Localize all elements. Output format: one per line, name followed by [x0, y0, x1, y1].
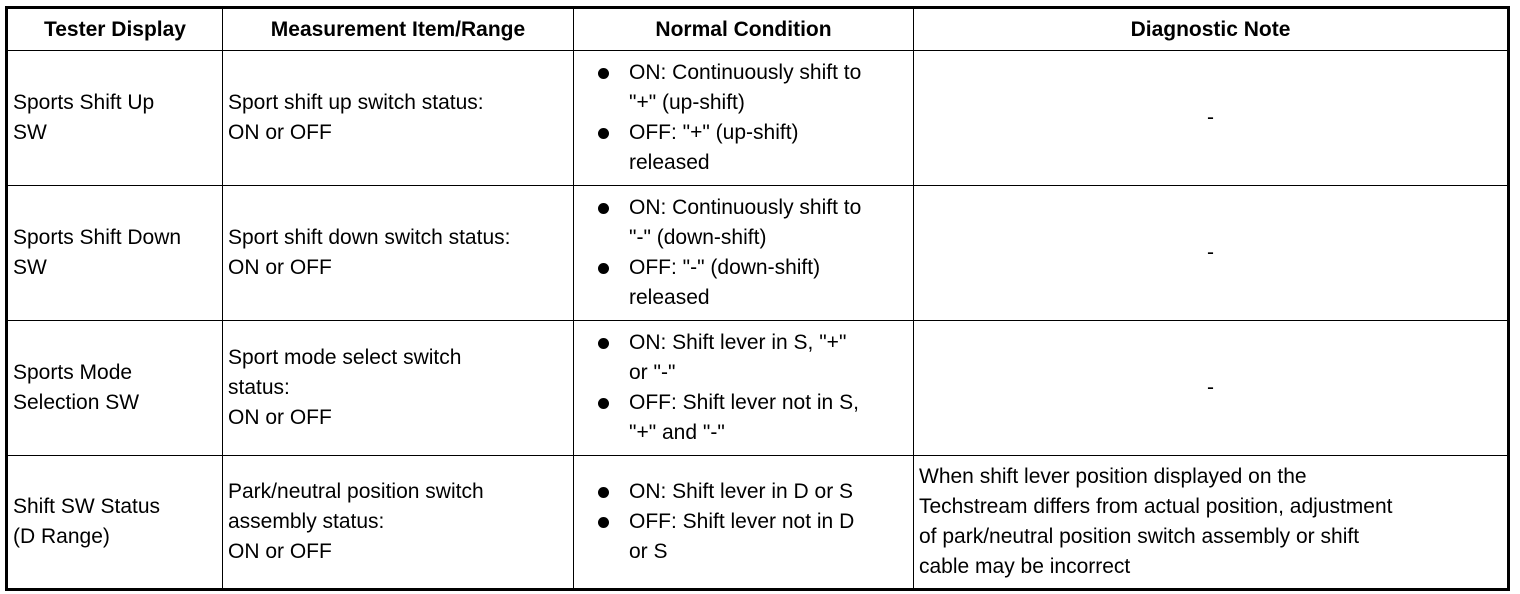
cell-text-line: (D Range) [13, 525, 110, 548]
table-row [7, 456, 1509, 590]
condition-item [598, 193, 913, 253]
diagnostic-note-cell [914, 186, 1509, 321]
tester-display-cell [7, 321, 223, 456]
cell-text-line: ON: Shift lever in D or S [629, 480, 854, 503]
diagnostic-note-cell [914, 456, 1509, 590]
header-diagnostic-note: Diagnostic Note [914, 8, 1509, 51]
cell-text-line: Sports Shift Down [13, 226, 182, 249]
condition-item [598, 328, 913, 388]
cell-text-line: - [1207, 376, 1214, 399]
cell-text-line: SW [13, 256, 47, 279]
table-header-row [7, 8, 1509, 51]
condition-item [598, 118, 913, 178]
cell-text-line: Selection SW [13, 391, 140, 414]
condition-item [598, 253, 913, 313]
cell-text-line: ON: Shift lever in S, "+" [629, 331, 847, 354]
condition-list [598, 328, 913, 448]
diagnostic-note-cell [914, 51, 1509, 186]
table-row [7, 186, 1509, 321]
normal-condition-cell [574, 186, 914, 321]
cell-text-line: Techstream differs from actual position, adjustment [919, 495, 1393, 518]
cell-text-line: cable may be incorrect [919, 555, 1131, 578]
measurement-cell [223, 51, 574, 186]
cell-text-line: ON: Continuously shift to [629, 196, 862, 219]
cell-text-line: SW [13, 121, 47, 144]
cell-text-line: When shift lever position displayed on the [919, 465, 1307, 488]
cell-text-line: OFF: "+" (up-shift) [629, 121, 799, 144]
cell-text-line: OFF: Shift lever not in D [629, 510, 855, 533]
cell-text-line: ON or OFF [228, 121, 332, 144]
cell-text-line: released [629, 151, 710, 174]
cell-text-line: OFF: Shift lever not in S, [629, 391, 859, 414]
cell-text-line: ON or OFF [228, 256, 332, 279]
cell-text-line: of park/neutral position switch assembly or shift [919, 525, 1360, 548]
cell-text-line: - [1207, 106, 1214, 129]
tester-display-cell [7, 456, 223, 590]
condition-item [598, 507, 913, 567]
normal-condition-cell [574, 456, 914, 590]
measurement-cell [223, 321, 574, 456]
header-measurement-item: Measurement Item/Range [223, 8, 574, 51]
cell-text-line: or S [629, 540, 668, 563]
table-row [7, 51, 1509, 186]
condition-list [598, 193, 913, 313]
cell-text-line: "-" (down-shift) [629, 226, 767, 249]
cell-text-line: ON or OFF [228, 540, 332, 563]
cell-text-line: "+" and "-" [629, 421, 725, 444]
condition-item [598, 477, 913, 507]
diagnostic-data-table [5, 6, 1510, 591]
tester-display-cell [7, 51, 223, 186]
cell-text-line: status: [228, 376, 290, 399]
condition-item [598, 58, 913, 118]
cell-text-line: OFF: "-" (down-shift) [629, 256, 821, 279]
cell-text-line: or "-" [629, 361, 676, 384]
table-row [7, 321, 1509, 456]
measurement-cell [223, 186, 574, 321]
cell-text-line: released [629, 286, 710, 309]
cell-text-line: Sports Mode [13, 361, 133, 384]
condition-list [598, 58, 913, 178]
cell-text-line: "+" (up-shift) [629, 91, 745, 114]
cell-text-line: Sport mode select switch [228, 346, 462, 369]
cell-text-line: assembly status: [228, 510, 385, 533]
tester-display-cell [7, 186, 223, 321]
cell-text-line: Sport shift down switch status: [228, 226, 511, 249]
normal-condition-cell [574, 321, 914, 456]
cell-text-line: Shift SW Status [13, 495, 161, 518]
condition-list [598, 477, 913, 567]
measurement-cell [223, 456, 574, 590]
normal-condition-cell [574, 51, 914, 186]
cell-text-line: Park/neutral position switch [228, 480, 484, 503]
condition-item [598, 388, 913, 448]
cell-text-line: ON or OFF [228, 406, 332, 429]
cell-text-line: Sports Shift Up [13, 91, 155, 114]
header-normal-condition: Normal Condition [574, 8, 914, 51]
diagnostic-note-cell [914, 321, 1509, 456]
cell-text-line: ON: Continuously shift to [629, 61, 862, 84]
cell-text-line: Sport shift up switch status: [228, 91, 484, 114]
cell-text-line: - [1207, 241, 1214, 264]
header-tester-display: Tester Display [7, 8, 223, 51]
